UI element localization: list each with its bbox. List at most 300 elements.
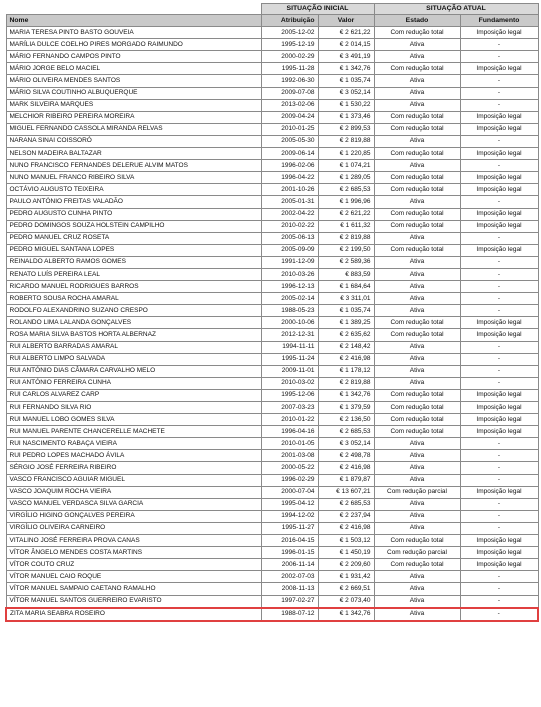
- cell-name: RODOLFO ALEXANDRINO SUZANO CRESPO: [6, 305, 261, 317]
- table-row: [6, 172, 538, 184]
- cell-status: Com redução total: [374, 184, 460, 196]
- cell-status: Ativa: [374, 75, 460, 87]
- cell-value: € 2 209,60: [318, 559, 374, 571]
- cell-date: 2009-04-24: [261, 111, 318, 123]
- cell-date: 1996-02-29: [261, 474, 318, 486]
- cell-basis: -: [460, 571, 538, 583]
- cell-value: € 2 819,88: [318, 377, 374, 389]
- table-row: [6, 87, 538, 99]
- cell-basis: Imposição legal: [460, 426, 538, 438]
- table-row: [6, 184, 538, 196]
- cell-name: ZITA MARIA SEABRA ROSEIRO: [6, 608, 261, 621]
- cell-date: 2001-10-26: [261, 184, 318, 196]
- cell-value: € 1 289,05: [318, 172, 374, 184]
- cell-name: VÍTOR MANUEL SANTOS GUERREIRO EVARISTO: [6, 595, 261, 608]
- table-row: [6, 510, 538, 522]
- table-row: [6, 462, 538, 474]
- cell-basis: -: [460, 595, 538, 608]
- cell-value: € 1 035,74: [318, 75, 374, 87]
- cell-date: 2005-02-14: [261, 293, 318, 305]
- cell-name: RUI NASCIMENTO RABAÇA VIEIRA: [6, 438, 261, 450]
- cell-date: 1992-06-30: [261, 75, 318, 87]
- cell-date: 2010-01-05: [261, 438, 318, 450]
- cell-value: € 1 342,76: [318, 63, 374, 75]
- cell-date: 2007-03-23: [261, 402, 318, 414]
- cell-status: Ativa: [374, 268, 460, 280]
- cell-name: PAULO ANTÓNIO FREITAS VALADÃO: [6, 196, 261, 208]
- cell-value: € 2 819,88: [318, 135, 374, 147]
- cell-basis: Imposição legal: [460, 535, 538, 547]
- table-row: [6, 63, 538, 75]
- cell-date: 1995-12-06: [261, 389, 318, 401]
- cell-date: 1996-01-15: [261, 547, 318, 559]
- table-row: [6, 341, 538, 353]
- cell-name: RENATO LUÍS PEREIRA LEAL: [6, 268, 261, 280]
- table-row: [6, 123, 538, 135]
- cell-name: ROBERTO SOUSA ROCHA AMARAL: [6, 293, 261, 305]
- cell-value: € 1 074,21: [318, 160, 374, 172]
- column-header-basis: Fundamento: [460, 15, 538, 27]
- cell-value: € 2 416,98: [318, 522, 374, 534]
- cell-basis: Imposição legal: [460, 184, 538, 196]
- cell-date: 2000-07-04: [261, 486, 318, 498]
- table-row: [6, 27, 538, 39]
- cell-basis: -: [460, 305, 538, 317]
- cell-name: RUI ALBERTO LIMPO SALVADA: [6, 353, 261, 365]
- cell-date: 2010-02-22: [261, 220, 318, 232]
- cell-status: Ativa: [374, 39, 460, 51]
- cell-value: € 2 685,53: [318, 184, 374, 196]
- cell-date: 2005-09-09: [261, 244, 318, 256]
- cell-status: Ativa: [374, 365, 460, 377]
- cell-name: RUI MANUEL PARENTE CHANCERELLE MACHETE: [6, 426, 261, 438]
- cell-name: REINALDO ALBERTO RAMOS GOMES: [6, 256, 261, 268]
- cell-status: Ativa: [374, 353, 460, 365]
- cell-status: Com redução total: [374, 123, 460, 135]
- cell-status: Ativa: [374, 510, 460, 522]
- cell-value: € 3 052,14: [318, 87, 374, 99]
- table-row: [6, 414, 538, 426]
- cell-name: RUI PEDRO LOPES MACHADO ÁVILA: [6, 450, 261, 462]
- cell-name: ROLANDO LIMA LALANDA GONÇALVES: [6, 317, 261, 329]
- cell-date: 2013-02-06: [261, 99, 318, 111]
- cell-basis: -: [460, 268, 538, 280]
- cell-date: 1995-11-24: [261, 353, 318, 365]
- cell-status: Ativa: [374, 438, 460, 450]
- table-row: [6, 571, 538, 583]
- cell-status: Com redução total: [374, 244, 460, 256]
- cell-name: VÍTOR COUTO CRUZ: [6, 559, 261, 571]
- cell-date: 1996-04-22: [261, 172, 318, 184]
- cell-value: € 2 416,98: [318, 462, 374, 474]
- cell-date: 1996-02-06: [261, 160, 318, 172]
- cell-status: Ativa: [374, 571, 460, 583]
- cell-status: Com redução total: [374, 172, 460, 184]
- cell-value: € 2 073,40: [318, 595, 374, 608]
- table-row: [6, 232, 538, 244]
- cell-date: 2010-03-02: [261, 377, 318, 389]
- cell-status: Ativa: [374, 474, 460, 486]
- table-row: [6, 281, 538, 293]
- cell-status: Com redução total: [374, 426, 460, 438]
- cell-date: 2000-02-29: [261, 51, 318, 63]
- cell-basis: -: [460, 510, 538, 522]
- cell-value: € 3 491,19: [318, 51, 374, 63]
- cell-status: Ativa: [374, 305, 460, 317]
- cell-status: Ativa: [374, 462, 460, 474]
- cell-basis: Imposição legal: [460, 244, 538, 256]
- cell-value: € 2 416,98: [318, 353, 374, 365]
- cell-basis: -: [460, 377, 538, 389]
- cell-date: 1995-11-28: [261, 63, 318, 75]
- cell-basis: Imposição legal: [460, 414, 538, 426]
- cell-basis: Imposição legal: [460, 220, 538, 232]
- cell-date: 2016-04-15: [261, 535, 318, 547]
- cell-value: € 1 389,25: [318, 317, 374, 329]
- cell-basis: -: [460, 196, 538, 208]
- cell-basis: -: [460, 39, 538, 51]
- cell-basis: -: [460, 160, 538, 172]
- table-row: [6, 305, 538, 317]
- table-row: [6, 608, 538, 621]
- cell-status: Ativa: [374, 341, 460, 353]
- cell-basis: -: [460, 256, 538, 268]
- cell-basis: -: [460, 608, 538, 621]
- cell-basis: Imposição legal: [460, 329, 538, 341]
- cell-date: 1994-11-11: [261, 341, 318, 353]
- table-row: [6, 522, 538, 534]
- column-header-value: Valor: [318, 15, 374, 27]
- table-row: [6, 244, 538, 256]
- table-row: [6, 160, 538, 172]
- cell-value: € 1 178,12: [318, 365, 374, 377]
- cell-status: Ativa: [374, 99, 460, 111]
- table-row: [6, 583, 538, 595]
- cell-value: € 2 621,22: [318, 27, 374, 39]
- cell-status: Ativa: [374, 583, 460, 595]
- cell-date: 2009-07-08: [261, 87, 318, 99]
- cell-date: 1988-07-12: [261, 608, 318, 621]
- cell-date: 1995-11-27: [261, 522, 318, 534]
- cell-value: € 2 819,88: [318, 232, 374, 244]
- cell-name: VASCO JOAQUIM ROCHA VIEIRA: [6, 486, 261, 498]
- cell-name: MIGUEL FERNANDO CASSOLA MIRANDA RELVAS: [6, 123, 261, 135]
- table-row: [6, 75, 538, 87]
- cell-basis: -: [460, 75, 538, 87]
- cell-date: 1995-04-12: [261, 498, 318, 510]
- cell-value: € 1 342,76: [318, 389, 374, 401]
- cell-basis: Imposição legal: [460, 148, 538, 160]
- table-row: [6, 196, 538, 208]
- cell-value: € 13 607,21: [318, 486, 374, 498]
- table-row: [6, 486, 538, 498]
- cell-name: RUI ANTÓNIO FERREIRA CUNHA: [6, 377, 261, 389]
- cell-name: VÍTOR ÂNGELO MENDES COSTA MARTINS: [6, 547, 261, 559]
- table-body: [6, 27, 538, 621]
- column-header-status: Estado: [374, 15, 460, 27]
- cell-name: VIRGÍLIO HIGINO GONÇALVES PEREIRA: [6, 510, 261, 522]
- cell-name: RUI CARLOS ALVAREZ CARP: [6, 389, 261, 401]
- cell-basis: -: [460, 135, 538, 147]
- header-spacer: [6, 4, 261, 15]
- cell-basis: -: [460, 341, 538, 353]
- cell-date: 2002-04-22: [261, 208, 318, 220]
- cell-value: € 3 311,01: [318, 293, 374, 305]
- cell-value: € 1 342,76: [318, 608, 374, 621]
- cell-basis: -: [460, 281, 538, 293]
- cell-status: Ativa: [374, 256, 460, 268]
- cell-basis: Imposição legal: [460, 317, 538, 329]
- cell-name: RUI ALBERTO BARRADAS AMARAL: [6, 341, 261, 353]
- cell-name: MÁRIO OLIVEIRA MENDES SANTOS: [6, 75, 261, 87]
- cell-basis: -: [460, 583, 538, 595]
- cell-basis: Imposição legal: [460, 547, 538, 559]
- cell-value: € 2 136,50: [318, 414, 374, 426]
- cell-name: RUI MANUEL LOBO GOMES SILVA: [6, 414, 261, 426]
- cell-basis: -: [460, 232, 538, 244]
- cell-date: 1997-02-27: [261, 595, 318, 608]
- cell-value: € 1 611,32: [318, 220, 374, 232]
- cell-value: € 2 669,51: [318, 583, 374, 595]
- cell-basis: Imposição legal: [460, 63, 538, 75]
- cell-name: MARK SILVEIRA MARQUES: [6, 99, 261, 111]
- table-row: [6, 450, 538, 462]
- cell-basis: -: [460, 293, 538, 305]
- cell-status: Ativa: [374, 160, 460, 172]
- cell-value: € 2 199,50: [318, 244, 374, 256]
- cell-status: Ativa: [374, 377, 460, 389]
- cell-value: € 2 685,53: [318, 426, 374, 438]
- cell-value: € 2 635,62: [318, 329, 374, 341]
- cell-value: € 2 498,78: [318, 450, 374, 462]
- cell-value: € 2 621,22: [318, 208, 374, 220]
- cell-date: 2005-05-30: [261, 135, 318, 147]
- cell-date: 2006-11-14: [261, 559, 318, 571]
- cell-name: PEDRO DOMINGOS SOUZA HOLSTEIN CAMPILHO: [6, 220, 261, 232]
- table-row: [6, 535, 538, 547]
- cell-value: € 1 379,59: [318, 402, 374, 414]
- cell-basis: Imposição legal: [460, 402, 538, 414]
- cell-name: VASCO FRANCISCO AGUIAR MIGUEL: [6, 474, 261, 486]
- group-header-initial: SITUAÇÃO INICIAL: [261, 4, 374, 15]
- cell-basis: Imposição legal: [460, 123, 538, 135]
- cell-name: MÁRIO SILVA COUTINHO ALBUQUERQUE: [6, 87, 261, 99]
- cell-value: € 2 014,15: [318, 39, 374, 51]
- cell-name: MARÍLIA DULCE COELHO PIRES MORGADO RAIMUNDO: [6, 39, 261, 51]
- table-row: [6, 377, 538, 389]
- cell-status: Com redução total: [374, 27, 460, 39]
- cell-basis: -: [460, 353, 538, 365]
- table-row: [6, 438, 538, 450]
- cell-basis: Imposição legal: [460, 172, 538, 184]
- table-row: [6, 365, 538, 377]
- cell-basis: Imposição legal: [460, 27, 538, 39]
- cell-value: € 2 237,94: [318, 510, 374, 522]
- cell-status: Com redução total: [374, 389, 460, 401]
- cell-name: ROSA MARIA SILVA BASTOS HORTA ALBERNAZ: [6, 329, 261, 341]
- cell-name: NELSON MADEIRA BALTAZAR: [6, 148, 261, 160]
- table-row: [6, 474, 538, 486]
- column-header-name: Nome: [6, 15, 261, 27]
- cell-value: € 2 899,53: [318, 123, 374, 135]
- cell-status: Ativa: [374, 135, 460, 147]
- cell-basis: Imposição legal: [460, 559, 538, 571]
- cell-name: PEDRO MIGUEL SANTANA LOPES: [6, 244, 261, 256]
- cell-name: MÁRIO FERNANDO CAMPOS PINTO: [6, 51, 261, 63]
- cell-name: PEDRO AUGUSTO CUNHA PINTO: [6, 208, 261, 220]
- cell-basis: -: [460, 498, 538, 510]
- cell-name: VÍTOR MANUEL CAIO ROQUE: [6, 571, 261, 583]
- cell-name: RUI FERNANDO SILVA RIO: [6, 402, 261, 414]
- cell-status: Ativa: [374, 196, 460, 208]
- cell-name: SÉRGIO JOSÉ FERREIRA RIBEIRO: [6, 462, 261, 474]
- cell-status: Com redução total: [374, 63, 460, 75]
- table-row: [6, 353, 538, 365]
- cell-date: 1995-12-19: [261, 39, 318, 51]
- cell-status: Ativa: [374, 608, 460, 621]
- column-header-date: Atribuição: [261, 15, 318, 27]
- cell-date: 1988-05-23: [261, 305, 318, 317]
- cell-date: 2010-03-26: [261, 268, 318, 280]
- cell-status: Ativa: [374, 293, 460, 305]
- cell-name: MELCHIOR RIBEIRO PEREIRA MOREIRA: [6, 111, 261, 123]
- cell-name: VIRGÍLIO OLIVEIRA CARNEIRO: [6, 522, 261, 534]
- cell-basis: Imposição legal: [460, 486, 538, 498]
- cell-status: Com redução total: [374, 329, 460, 341]
- table-row: [6, 111, 538, 123]
- cell-basis: -: [460, 450, 538, 462]
- cell-date: 2005-12-02: [261, 27, 318, 39]
- table-row: [6, 135, 538, 147]
- cell-value: € 3 052,14: [318, 438, 374, 450]
- group-header-current: SITUAÇÃO ATUAL: [374, 4, 538, 15]
- cell-date: 1991-12-09: [261, 256, 318, 268]
- cell-status: Com redução total: [374, 559, 460, 571]
- cell-value: € 1 450,19: [318, 547, 374, 559]
- cell-basis: -: [460, 87, 538, 99]
- table-row: [6, 547, 538, 559]
- cell-value: € 883,59: [318, 268, 374, 280]
- cell-basis: -: [460, 438, 538, 450]
- table-row: [6, 317, 538, 329]
- cell-value: € 1 931,42: [318, 571, 374, 583]
- cell-name: VITALINO JOSÉ FERREIRA PROVA CANAS: [6, 535, 261, 547]
- cell-date: 2008-11-13: [261, 583, 318, 595]
- cell-status: Ativa: [374, 87, 460, 99]
- cell-date: 2005-06-13: [261, 232, 318, 244]
- cell-status: Com redução total: [374, 208, 460, 220]
- cell-basis: -: [460, 474, 538, 486]
- cell-name: NUNO MANUEL FRANCO RIBEIRO SILVA: [6, 172, 261, 184]
- cell-status: Ativa: [374, 232, 460, 244]
- cell-name: PEDRO MANUEL CRUZ ROSETA: [6, 232, 261, 244]
- cell-value: € 1 220,85: [318, 148, 374, 160]
- table-row: [6, 148, 538, 160]
- table-row: [6, 498, 538, 510]
- cell-value: € 1 879,87: [318, 474, 374, 486]
- table-row: [6, 208, 538, 220]
- cell-status: Com redução total: [374, 148, 460, 160]
- cell-value: € 1 996,96: [318, 196, 374, 208]
- cell-date: 1994-12-02: [261, 510, 318, 522]
- cell-date: 2001-03-08: [261, 450, 318, 462]
- cell-name: MÁRIO JORGE BELO MACIEL: [6, 63, 261, 75]
- cell-status: Ativa: [374, 450, 460, 462]
- cell-status: Com redução parcial: [374, 547, 460, 559]
- cell-basis: -: [460, 365, 538, 377]
- cell-status: Ativa: [374, 281, 460, 293]
- cell-date: 2005-01-31: [261, 196, 318, 208]
- cell-status: Com redução total: [374, 535, 460, 547]
- cell-name: NARANA SINAI COISSORÓ: [6, 135, 261, 147]
- cell-status: Ativa: [374, 498, 460, 510]
- table-row: [6, 389, 538, 401]
- cell-date: 2002-07-03: [261, 571, 318, 583]
- cell-name: VÍTOR MANUEL SAMPAIO CAETANO RAMALHO: [6, 583, 261, 595]
- cell-basis: Imposição legal: [460, 208, 538, 220]
- cell-name: RUI ANTÓNIO DIAS CÂMARA CARVALHO MELO: [6, 365, 261, 377]
- cell-name: VASCO MANUEL VERDASCA SILVA GARCIA: [6, 498, 261, 510]
- cell-date: 2010-01-22: [261, 414, 318, 426]
- cell-basis: Imposição legal: [460, 111, 538, 123]
- table-row: [6, 402, 538, 414]
- cell-date: 2009-11-01: [261, 365, 318, 377]
- cell-status: Ativa: [374, 51, 460, 63]
- cell-date: 2009-06-14: [261, 148, 318, 160]
- cell-basis: -: [460, 51, 538, 63]
- cell-value: € 1 530,22: [318, 99, 374, 111]
- cell-status: Ativa: [374, 595, 460, 608]
- cell-status: Com redução parcial: [374, 486, 460, 498]
- cell-status: Ativa: [374, 522, 460, 534]
- cell-status: Com redução total: [374, 317, 460, 329]
- pensions-table: [5, 3, 539, 622]
- cell-status: Com redução total: [374, 220, 460, 232]
- cell-value: € 1 503,12: [318, 535, 374, 547]
- table-row: [6, 256, 538, 268]
- table-row: [6, 220, 538, 232]
- cell-value: € 1 373,46: [318, 111, 374, 123]
- cell-basis: Imposição legal: [460, 389, 538, 401]
- cell-status: Com redução total: [374, 414, 460, 426]
- table-row: [6, 293, 538, 305]
- table-row: [6, 329, 538, 341]
- table-row: [6, 39, 538, 51]
- cell-value: € 1 684,64: [318, 281, 374, 293]
- cell-date: 2012-12-31: [261, 329, 318, 341]
- cell-value: € 2 589,36: [318, 256, 374, 268]
- table-row: [6, 51, 538, 63]
- cell-value: € 2 685,53: [318, 498, 374, 510]
- cell-date: 1996-04-16: [261, 426, 318, 438]
- cell-date: 1996-12-13: [261, 281, 318, 293]
- table-row: [6, 559, 538, 571]
- cell-date: 2000-05-22: [261, 462, 318, 474]
- cell-basis: -: [460, 462, 538, 474]
- cell-name: MARIA TERESA PINTO BASTO GOUVEIA: [6, 27, 261, 39]
- table-row: [6, 426, 538, 438]
- cell-basis: -: [460, 99, 538, 111]
- cell-name: OCTÁVIO AUGUSTO TEIXEIRA: [6, 184, 261, 196]
- cell-value: € 1 035,74: [318, 305, 374, 317]
- table-row: [6, 595, 538, 608]
- table-row: [6, 268, 538, 280]
- cell-name: RICARDO MANUEL RODRIGUES BARROS: [6, 281, 261, 293]
- cell-status: Com redução total: [374, 402, 460, 414]
- cell-basis: -: [460, 522, 538, 534]
- cell-status: Com redução total: [374, 111, 460, 123]
- cell-date: 2000-10-06: [261, 317, 318, 329]
